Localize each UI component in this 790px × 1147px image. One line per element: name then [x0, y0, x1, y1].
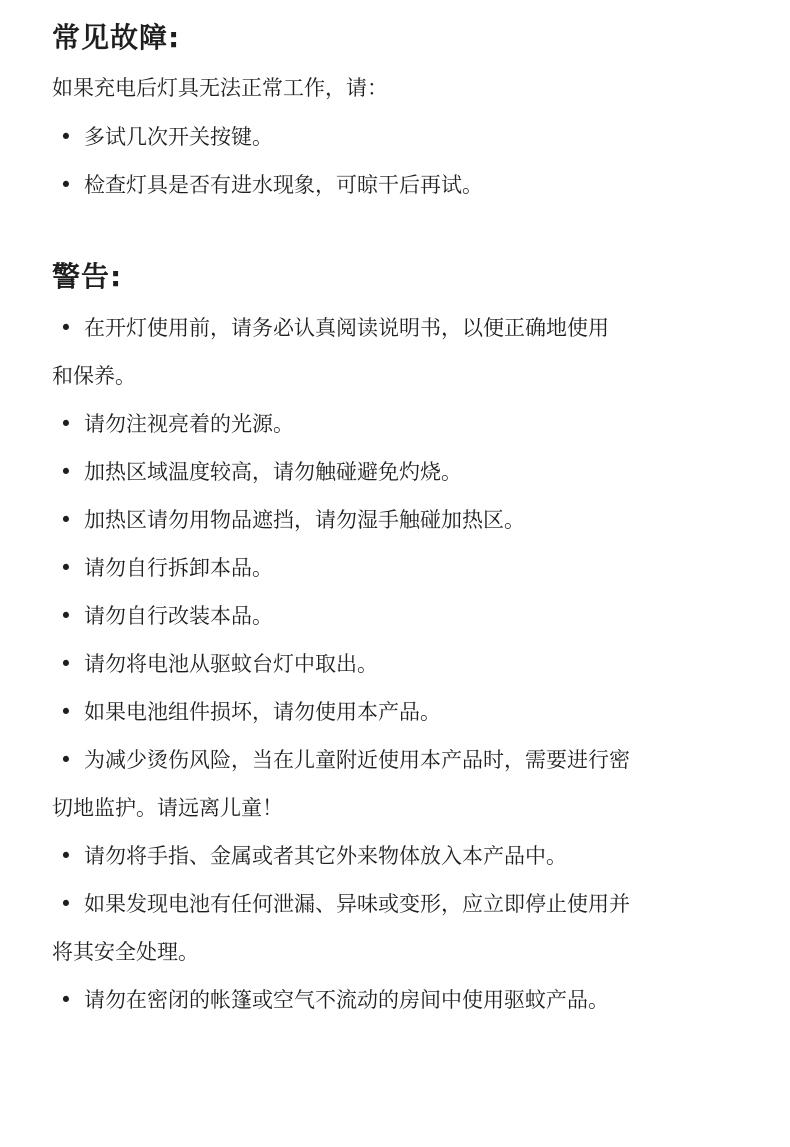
bullet-icon: •	[59, 508, 73, 532]
list-item	[52, 304, 752, 400]
list-item-text: 请勿在密闭的帐篷或空气不流动的房间中使用驱蚊产品。	[84, 988, 609, 1012]
list-item-text: 如果电池组件损坏，请勿使用本产品。	[84, 700, 441, 724]
list-item	[52, 113, 752, 161]
bullet-icon: •	[59, 173, 73, 197]
list-item-text: 如果发现电池有任何泄漏、异味或变形，应立即停止使用并	[84, 892, 630, 916]
list-item-text: 检查灯具是否有进水现象，可晾干后再试。	[84, 173, 483, 197]
troubleshooting-intro: 如果充电后灯具无法正常工作，请：	[52, 76, 388, 100]
list-item-text: 加热区请勿用物品遮挡，请勿湿手触碰加热区。	[84, 508, 525, 532]
bullet-icon: •	[59, 652, 73, 676]
list-item	[52, 400, 752, 448]
list-item	[52, 736, 752, 832]
bullet-icon: •	[59, 700, 73, 724]
list-item-text-continued: 将其安全处理。	[52, 940, 199, 964]
bullet-icon: •	[59, 604, 73, 628]
list-item-text: 请勿注视亮着的光源。	[84, 412, 294, 436]
bullet-icon: •	[59, 748, 73, 772]
bullet-icon: •	[59, 412, 73, 436]
bullet-icon: •	[59, 556, 73, 580]
bullet-icon: •	[59, 844, 73, 868]
list-item	[52, 832, 752, 880]
troubleshooting-heading: 常见故障:	[52, 21, 181, 54]
bullet-icon: •	[59, 892, 73, 916]
list-item-text: 在开灯使用前，请务必认真阅读说明书，以便正确地使用	[84, 316, 609, 340]
list-item	[52, 161, 752, 209]
list-item-text: 请勿将手指、金属或者其它外来物体放入本产品中。	[84, 844, 567, 868]
list-item	[52, 688, 752, 736]
list-item	[52, 976, 752, 1024]
list-item	[52, 880, 752, 976]
warning-heading: 警告:	[52, 260, 123, 293]
list-item-text: 请勿自行拆卸本品。	[84, 556, 273, 580]
bullet-icon: •	[59, 125, 73, 149]
list-item-text: 加热区域温度较高，请勿触碰避免灼烧。	[84, 460, 462, 484]
list-item	[52, 592, 752, 640]
list-item-text: 为减少烫伤风险，当在儿童附近使用本产品时，需要进行密	[84, 748, 630, 772]
list-item-text: 多试几次开关按键。	[84, 125, 273, 149]
list-item-text: 请勿自行改装本品。	[84, 604, 273, 628]
list-item	[52, 448, 752, 496]
list-item-text: 请勿将电池从驱蚊台灯中取出。	[84, 652, 378, 676]
list-item	[52, 640, 752, 688]
list-item	[52, 496, 752, 544]
warning-list	[52, 304, 752, 1024]
list-item	[52, 544, 752, 592]
bullet-icon: •	[59, 988, 73, 1012]
troubleshooting-list	[52, 113, 752, 209]
list-item-text-continued: 和保养。	[52, 364, 136, 388]
list-item-text-continued: 切地监护。请远离儿童！	[52, 796, 283, 820]
bullet-icon: •	[59, 460, 73, 484]
bullet-icon: •	[59, 316, 73, 340]
